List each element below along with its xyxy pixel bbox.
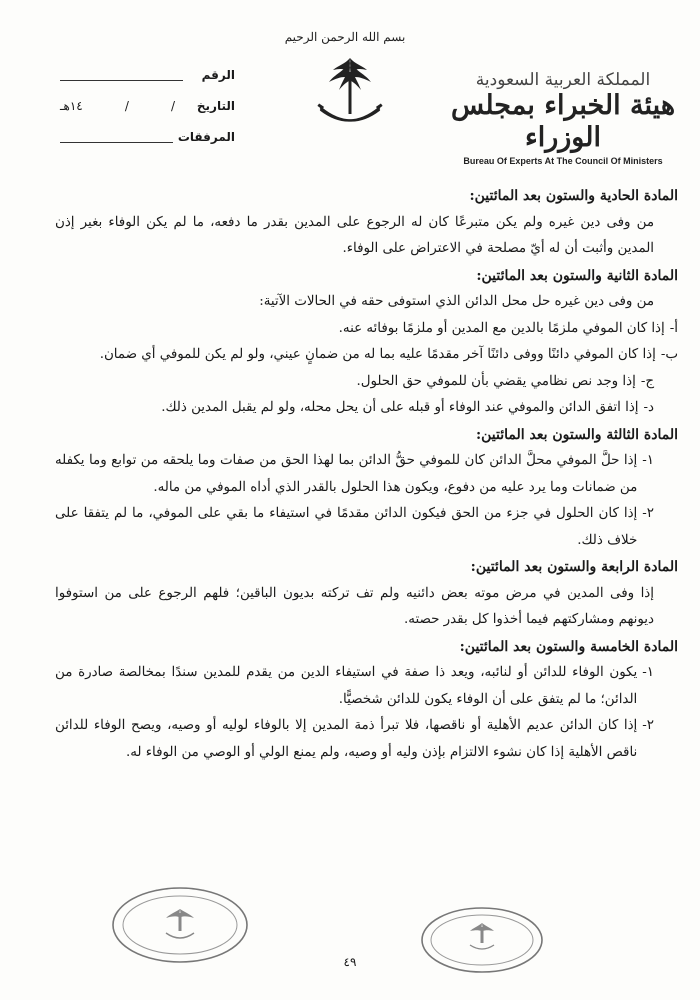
document-meta (60, 68, 235, 161)
palm-swords-emblem-icon (315, 50, 385, 140)
date-slash: / (170, 99, 175, 113)
clause-item (55, 660, 678, 713)
kingdom-name: المملكة العربية السعودية (475, 70, 651, 90)
clause-text: إذا كان الحلول في جزء من الحق فيكون الدائن مقدمًا في استيفاء ما بقي على الموفي، ما لم يتفقا على خلاف ذلك. (55, 506, 638, 548)
article-heading: المادة الرابعة والستون بعد المائتين: (470, 559, 678, 575)
article-heading: المادة الخامسة والستون بعد المائتين: (459, 638, 678, 655)
date-fields (60, 99, 175, 113)
clause-item (55, 713, 678, 766)
clause-text: إذا كان الموفي ملزمًا بالدين مع المدين أو ملزمًا بوفائه عنه. (338, 320, 665, 336)
clause-marker: ٢- (642, 718, 654, 733)
clause-marker: أ- (669, 320, 678, 336)
article-264 (55, 554, 678, 634)
organization-letterhead (448, 70, 678, 166)
meta-date-row (60, 99, 235, 130)
clause-text: إذا كان الدائن عديم الأهلية أو ناقصها، فلا تبرأ ذمة المدين إلا بالوفاء لوليه أو وصيه، ويصح الوفاء للدائن ناقص الأهلية إذا كان نشوء الالتزام بإذن وليه أو وصيه، ولم يمنع الولي أو الوصي من الوفاء له. (55, 718, 638, 760)
date-slash: / (124, 99, 129, 113)
article-262 (55, 263, 678, 422)
clause-item (55, 369, 678, 396)
clause-item (55, 316, 678, 343)
official-seal-stamp (420, 905, 545, 975)
clause-marker: ١- (642, 453, 654, 468)
article-263 (55, 422, 678, 555)
page-number: ٤٩ (343, 955, 357, 969)
article-paragraph: من وفى دين غيره ولم يكن متبرعًا كان له الرجوع على المدين بقدر ما دفعه، ما لم يكن الوفاء بغير إذن المدين وأثبت أن له أيّ مصلحة في الاعتراض على الوفاء. (55, 214, 654, 256)
clause-text: إذا وجد نص نظامي يقضي بأن للموفي حق الحلول. (356, 373, 636, 389)
bureau-name-english: Bureau Of Experts At The Council Of Ministers (463, 156, 663, 166)
document-body (55, 183, 678, 766)
article-intro: من وفى دين غيره حل محل الدائن الذي استوفى حقه في الحالات الآتية: (259, 294, 654, 309)
number-blank-line (60, 80, 183, 81)
clause-item (55, 448, 678, 501)
clause-marker: ١- (642, 665, 654, 680)
number-label: الرقم (201, 68, 235, 82)
official-seal-stamp (110, 885, 250, 965)
hijri-year-suffix: ١٤هـ (60, 99, 83, 113)
article-261 (55, 183, 678, 263)
clause-marker: ٢- (642, 506, 654, 521)
date-label: التاريخ (196, 99, 235, 113)
article-heading: المادة الثانية والستون بعد المائتين: (476, 267, 678, 284)
bureau-name-arabic: هيئة الخبراء بمجلس الوزراء (450, 90, 676, 153)
clause-marker: ب- (660, 347, 678, 362)
basmala: بسم الله الرحمن الرحيم (284, 30, 406, 44)
clause-item (55, 342, 678, 369)
clause-marker: د- (643, 400, 654, 415)
clause-item (55, 501, 678, 554)
clause-text: إذا اتفق الدائن والموفي عند الوفاء أو قبله على أن يحل محله، ولو لم يقبل المدين ذلك. (161, 400, 639, 415)
clause-marker: ج- (640, 373, 654, 389)
article-paragraph: إذا وفى المدين في مرض موته بعض دائنيه ولم تف تركته بديون الباقين؛ فلهم الرجوع على من استوفوا ديونهم ومشاركتهم فيما أخذوا كل بقدر حصته. (55, 585, 654, 627)
article-265 (55, 634, 678, 767)
attachments-label: المرفقات (177, 130, 235, 144)
article-heading: المادة الحادية والستون بعد المائتين: (469, 188, 678, 204)
attachments-blank-line (60, 142, 173, 143)
meta-number-row (60, 68, 235, 99)
clause-text: إذا كان الموفي دائنًا ووفى دائنًا آخر مقدمًا عليه بما له من ضمانٍ عيني، ولو لم يكن للموفي أي ضمان. (99, 347, 656, 362)
meta-attachments-row (60, 130, 235, 161)
article-heading: المادة الثالثة والستون بعد المائتين: (475, 426, 678, 443)
clause-text: إذا حلَّ الموفي محلَّ الدائن كان للموفي حقُّ الدائن بما لهذا الحق من صفات وما يلحقه من توابع وما يكفله من ضمانات وما يرد عليه من دفوع، ويكون هذا الحلول بالقدر الذي أداه الموفي من ماله. (55, 453, 638, 495)
clause-item (55, 395, 678, 422)
clause-text: يكون الوفاء للدائن أو لنائبه، ويعد ذا صفة في استيفاء الدين من يقدم للمدين سندًا بمخالصة صادرة من الدائن؛ ما لم يتفق على أن الوفاء يكون للدائن شخصيًّا. (55, 665, 638, 707)
